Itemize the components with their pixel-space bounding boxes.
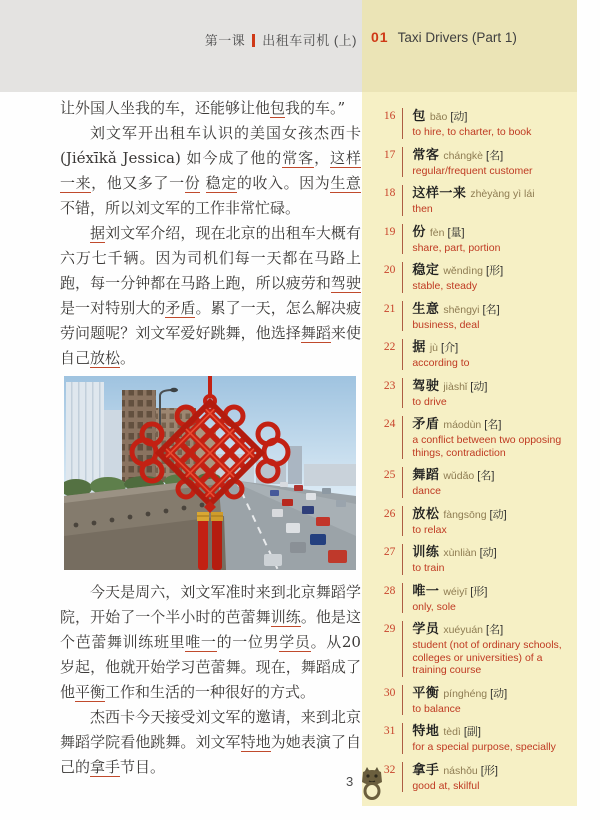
vocab-word: 生意	[412, 300, 440, 316]
underlined-vocab-word: 平衡	[75, 683, 106, 701]
vocab-entry	[374, 262, 577, 293]
vocab-pos: [介]	[441, 342, 459, 354]
vocab-number: 22	[383, 341, 396, 353]
vocab-definition: student (not of ordinary schools, colleges or universities) of a training course	[412, 639, 562, 676]
text-paragraph: 据刘文军介绍，现在北京的出租车大概有六万七千辆。因为司机们每一天都在马路上跑，每一分钟都在马路上跑，所以疲劳和驾驶是一对特别大的矛盾。累了一天，怎么解决疲劳问题呢？刘文军爱好跳舞，他选择舞蹈来使自己放松。	[60, 224, 361, 367]
vocab-entry	[374, 583, 577, 614]
vocab-pinyin: fàngsōng	[443, 508, 487, 521]
vocab-pinyin: zhèyàng yì lái	[470, 188, 535, 200]
underlined-vocab-word: 放松	[90, 349, 121, 367]
vocab-pos: [动]	[470, 380, 488, 393]
vocab-entry	[374, 378, 577, 409]
vocab-entry-body	[402, 108, 577, 139]
header-english-section	[362, 0, 577, 92]
vocab-word: 这样一来	[412, 185, 467, 200]
vocab-pinyin: jiàshǐ	[443, 380, 468, 393]
lesson-title-en: Taxi Drivers (Part 1)	[397, 30, 517, 45]
underlined-vocab-word: 矛盾	[165, 299, 196, 317]
underlined-vocab-word: 据	[90, 224, 106, 242]
vocab-pos: [形]	[480, 764, 498, 777]
vocab-definition: share, part, portion	[412, 241, 501, 254]
vocab-word: 份	[412, 223, 426, 239]
vocab-word: 据	[412, 339, 426, 354]
vocab-word: 平衡	[412, 684, 440, 700]
vocab-number: 31	[383, 725, 396, 737]
vocab-pinyin: xuéyuán	[443, 624, 484, 636]
vocab-definition: regular/frequent customer	[412, 164, 533, 177]
vocab-entry-body	[402, 467, 577, 498]
vocab-pinyin: tèdì	[443, 726, 461, 738]
header-lesson-section	[0, 0, 362, 92]
vocab-number: 16	[383, 110, 396, 122]
vocab-entry-body	[402, 301, 577, 332]
underlined-vocab-word: 学员	[279, 633, 311, 651]
vocab-pos: [量]	[447, 226, 465, 239]
vocab-pos: [名]	[486, 149, 504, 162]
text-before-photo	[60, 96, 361, 371]
vocab-number: 26	[383, 507, 396, 520]
vocab-pinyin: wěndìng	[443, 265, 484, 277]
text-paragraph: 刘文军开出租车认识的美国女孩杰西卡 (Jiéxīkǎ Jessica) 如今成了他的常客，这样一来，他又多了一份 稳定的收入。因为生意不错，所以刘文军的工作非常忙碌。	[60, 124, 361, 217]
vocab-entry	[374, 147, 577, 178]
vocab-definition: for a special purpose, specially	[412, 741, 556, 753]
vocab-pinyin: máodùn	[443, 419, 482, 431]
vocab-number: 18	[383, 187, 396, 199]
vocab-number: 23	[383, 379, 396, 392]
header-band	[0, 0, 600, 92]
vocab-number: 17	[383, 148, 396, 161]
vocab-entry-body	[402, 339, 577, 370]
vocab-entry	[374, 685, 577, 716]
vocab-entry	[374, 467, 577, 498]
vocab-definition: to drive	[412, 395, 447, 408]
street-scene-illustration	[64, 376, 356, 570]
lesson-number: 01	[371, 29, 389, 45]
vocab-entry	[374, 301, 577, 332]
vocab-definition: business, deal	[412, 318, 480, 331]
vocab-definition: a conflict between two opposing things, contradiction	[412, 434, 562, 459]
vocab-entry-body	[402, 685, 577, 716]
vocab-pos: [副]	[463, 726, 481, 738]
lesson-label: 第一课	[204, 33, 246, 48]
text-paragraph: 杰西卡今天接受刘文军的邀请，来到北京舞蹈学院看他跳舞。刘文军特地为她表演了自己的拿手节目。	[60, 708, 361, 776]
underlined-vocab-word: 舞蹈	[300, 324, 331, 342]
vocab-entry	[374, 339, 577, 370]
vocab-pos: [名]	[477, 470, 495, 482]
underlined-vocab-word: 包	[270, 99, 286, 117]
vocab-entry	[374, 416, 577, 459]
vocab-pos: [形]	[486, 265, 504, 277]
vocab-definition: stable, steady	[412, 280, 478, 292]
vocab-number: 24	[383, 418, 396, 430]
vocab-number: 19	[383, 225, 396, 238]
vocab-definition: then	[412, 203, 433, 215]
vocab-pos: [名]	[482, 303, 500, 316]
underlined-vocab-word: 份	[184, 174, 201, 192]
vocabulary-column	[362, 92, 577, 806]
vocab-entry-body	[402, 224, 577, 255]
text-after-photo	[60, 580, 361, 780]
vocab-definition: to train	[412, 562, 445, 574]
underlined-vocab-word: 生意	[330, 174, 361, 192]
vocab-entry-body	[402, 621, 577, 677]
text-paragraph: 让外国人坐我的车，还能够让他包我的车。”	[60, 99, 346, 117]
header-divider	[252, 34, 255, 47]
vocab-pos: [动]	[479, 547, 497, 559]
vocab-word: 放松	[412, 505, 440, 521]
underlined-vocab-word: 稳定	[205, 174, 237, 192]
vocab-definition: to hire, to charter, to book	[412, 126, 532, 138]
underlined-vocab-word: 驾驶	[330, 274, 361, 292]
vocab-entry	[374, 506, 577, 537]
vocab-entry-body	[402, 583, 577, 614]
vocab-pinyin: fèn	[429, 226, 445, 239]
vocab-entry-body	[402, 416, 577, 459]
vocab-pinyin: náshǒu	[443, 764, 478, 777]
underlined-vocab-word: 特地	[240, 733, 271, 751]
underlined-vocab-word: 拿手	[90, 758, 121, 776]
door-knocker-icon	[359, 766, 385, 805]
vocab-entry	[374, 723, 577, 754]
vocab-pinyin: wǔdǎo	[443, 470, 475, 482]
lesson-title: 出租车司机 (上)	[262, 33, 357, 48]
vocab-definition: dance	[412, 485, 441, 497]
vocab-definition: only, sole	[412, 600, 456, 613]
vocab-number: 30	[383, 686, 396, 699]
vocab-number: 20	[383, 264, 396, 276]
vocab-number: 32	[383, 763, 396, 776]
vocab-number: 29	[383, 623, 396, 635]
vocab-word: 驾驶	[412, 377, 440, 393]
vocab-entry-body	[402, 506, 577, 537]
vocab-definition: according to	[412, 357, 470, 369]
vocab-entry	[374, 185, 577, 216]
vocab-entry	[374, 762, 577, 793]
vocab-word: 稳定	[412, 262, 440, 277]
vocab-word: 矛盾	[412, 416, 440, 431]
underlined-vocab-word: 常客	[282, 149, 315, 167]
vocab-entry-body	[402, 147, 577, 178]
vocab-pos: [动]	[490, 687, 508, 700]
vocab-entry	[374, 621, 577, 677]
underlined-vocab-word: 唯一	[185, 633, 217, 651]
vocab-pos: [动]	[450, 111, 468, 123]
vocab-word: 拿手	[412, 761, 440, 777]
vocab-pos: [名]	[486, 624, 504, 636]
vocab-entry-body	[402, 723, 577, 754]
vocab-number: 27	[383, 546, 396, 558]
reading-text	[60, 96, 361, 780]
vocab-word: 常客	[412, 146, 440, 162]
vocab-entry-body	[402, 762, 577, 793]
vocab-entry	[374, 108, 577, 139]
vocab-entry	[374, 224, 577, 255]
underlined-vocab-word: 这样一来	[60, 149, 361, 192]
vocab-entry-body	[402, 544, 577, 575]
vocab-number: 21	[383, 302, 396, 315]
page-number: 3	[346, 774, 354, 789]
vocab-pinyin: pínghéng	[443, 687, 488, 700]
vocab-pinyin: wéiyī	[443, 585, 468, 598]
underlined-vocab-word: 训练	[270, 608, 301, 626]
vocab-pos: [动]	[489, 508, 507, 521]
vocab-entry-body	[402, 262, 577, 293]
vocab-word: 包	[412, 108, 426, 123]
text-paragraph: 今天是周六，刘文军准时来到北京舞蹈学院，开始了一个半小时的芭蕾舞训练。他是这个芭蕾舞训练班里唯一的一位男学员。从20岁起，他就开始学习芭蕾舞。现在，舞蹈成了他平衡工作和生活的一种很好的方式。	[60, 583, 361, 701]
vocab-word: 学员	[412, 621, 440, 636]
vocab-pinyin: shēngyi	[443, 303, 480, 316]
vocab-pos: [名]	[484, 419, 502, 431]
vocab-definition: to relax	[412, 523, 447, 536]
vocab-number: 28	[383, 584, 396, 597]
vocab-word: 特地	[412, 723, 440, 738]
vocab-entry-body	[402, 185, 577, 216]
vocab-pinyin: bāo	[429, 111, 448, 123]
vocab-definition: good at, skilful	[412, 779, 480, 792]
vocab-word: 舞蹈	[412, 467, 440, 482]
vocab-pinyin: chángkè	[443, 149, 484, 162]
vocab-entry	[374, 544, 577, 575]
chinese-knot-photo	[64, 376, 356, 570]
vocab-definition: to balance	[412, 702, 461, 715]
page-footer	[346, 766, 390, 806]
vocab-word: 训练	[412, 544, 440, 559]
vocab-pos: [形]	[470, 585, 488, 598]
vocab-pinyin: jù	[429, 342, 439, 354]
vocab-word: 唯一	[412, 582, 440, 598]
vocab-entry-body	[402, 378, 577, 409]
vocab-pinyin: xùnliàn	[443, 547, 477, 559]
vocab-number: 25	[383, 469, 396, 481]
